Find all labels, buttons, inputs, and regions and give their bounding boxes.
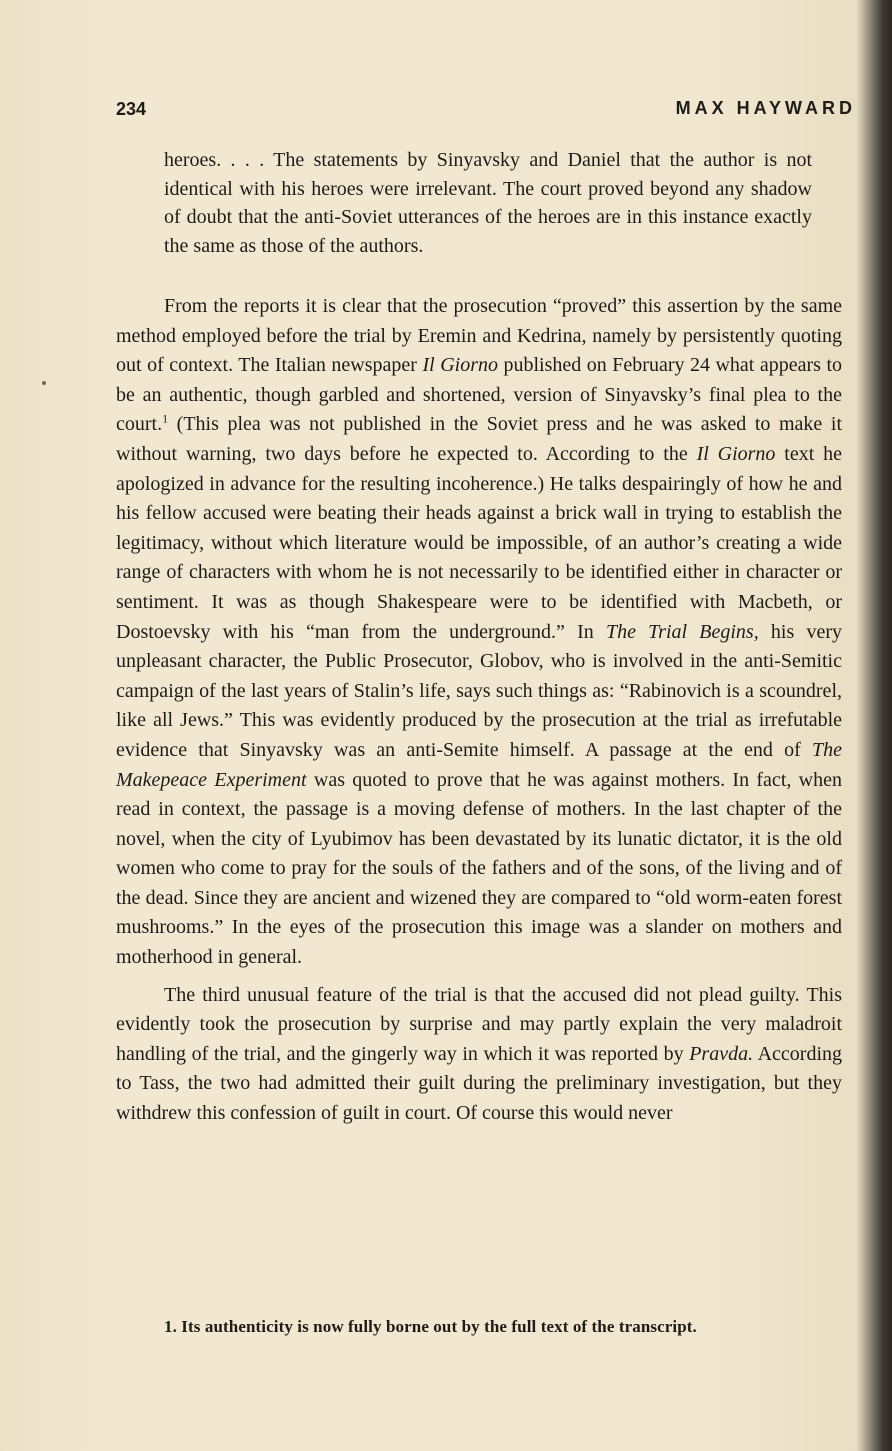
footnote: 1. Its authenticity is now fully borne out by the full text of the transcript. xyxy=(164,1317,697,1336)
italic-title: Il Giorno xyxy=(696,442,776,465)
page-header xyxy=(116,95,856,125)
paragraph-1: From the reports it is clear that the prosecution “proved” this assertion by the same method employed before the trial by Eremin and Kedrina, namely by persistently quoting out of context. The Italian newspaper Il Giorno published on February 24 what appears to be an authentic, though garbled and shortened, version of Sinyavsky’s final plea to the court.$^1$ (This plea was not published in the Soviet press and he was asked to make it without warning, two days before he expected to. According to the Il Giorno text he apologized in advance for the resulting incoherence.) He talks despairingly of how he and his fellow accused were beating their heads against a brick wall in trying to establish the legitimacy, without which literature would be impossible, of an author’s creating a wide range of characters with whom he is not necessarily to be identified either in character or sentiment. It was as though Shakespeare were to be identified with Macbeth, or Dostoevsky with his “man from the underground.” In The Trial Begins, his very unpleasant character, the Public Prosecutor, Globov, who is involved in the anti-Semitic campaign of the last years of Stalin’s life, says such things as: “Rabinovich is a scoundrel, like all Jews.” This was evidently produced by the prosecution at the trial as irrefutable evidence that Sinyavsky was an anti-Semite himself. A passage at the end of The Makepeace Experiment was quoted to prove that he was against mothers. In fact, when read in context, the passage is a moving defense of mothers. In the last chapter of the novel, when the city of Lyubimov has been devastated by its lunatic dictator, it is the old women who come to pray for the souls of the fathers and of the sons, of the living and of the dead. Since they are ancient and wizened they are compared to “old worm-eaten forest mushrooms.” In the eyes of the prosecution this image was a slander on mothers and motherhood in general. xyxy=(116,295,843,969)
italic-title: Il Giorno xyxy=(422,354,498,377)
page-number: 234 xyxy=(116,99,147,119)
paragraph-2: The third unusual feature of the trial is that the accused did not plead guilty. This evidently took the prosecution by surprise and may partly explain the very maladroit handling of the trial, and the gingerly way in which it was reported by Pravda. According to Tass, the two had admitted their guilt during the preliminary investigation, but they withdrew this confession of guilt in court. Of course this would never xyxy=(116,983,843,1125)
block-quote: heroes. . . . The statements by Sinyavsky and Daniel that the author is not identical with his heroes were irrelevant. The court proved beyond any shadow of doubt that the anti-Soviet utterances of the heroes are in this instance exactly the same as those of the authors. xyxy=(164,149,812,257)
italic-title: Pravda. xyxy=(689,1042,754,1065)
margin-speck xyxy=(42,381,46,385)
italic-title: The Trial Begins, xyxy=(605,620,759,643)
body-text xyxy=(116,292,842,1129)
italic-title: The Makepeace Experiment xyxy=(116,738,842,791)
footnote-marker: 1 xyxy=(162,411,169,426)
running-head: MAX HAYWARD xyxy=(675,98,856,118)
